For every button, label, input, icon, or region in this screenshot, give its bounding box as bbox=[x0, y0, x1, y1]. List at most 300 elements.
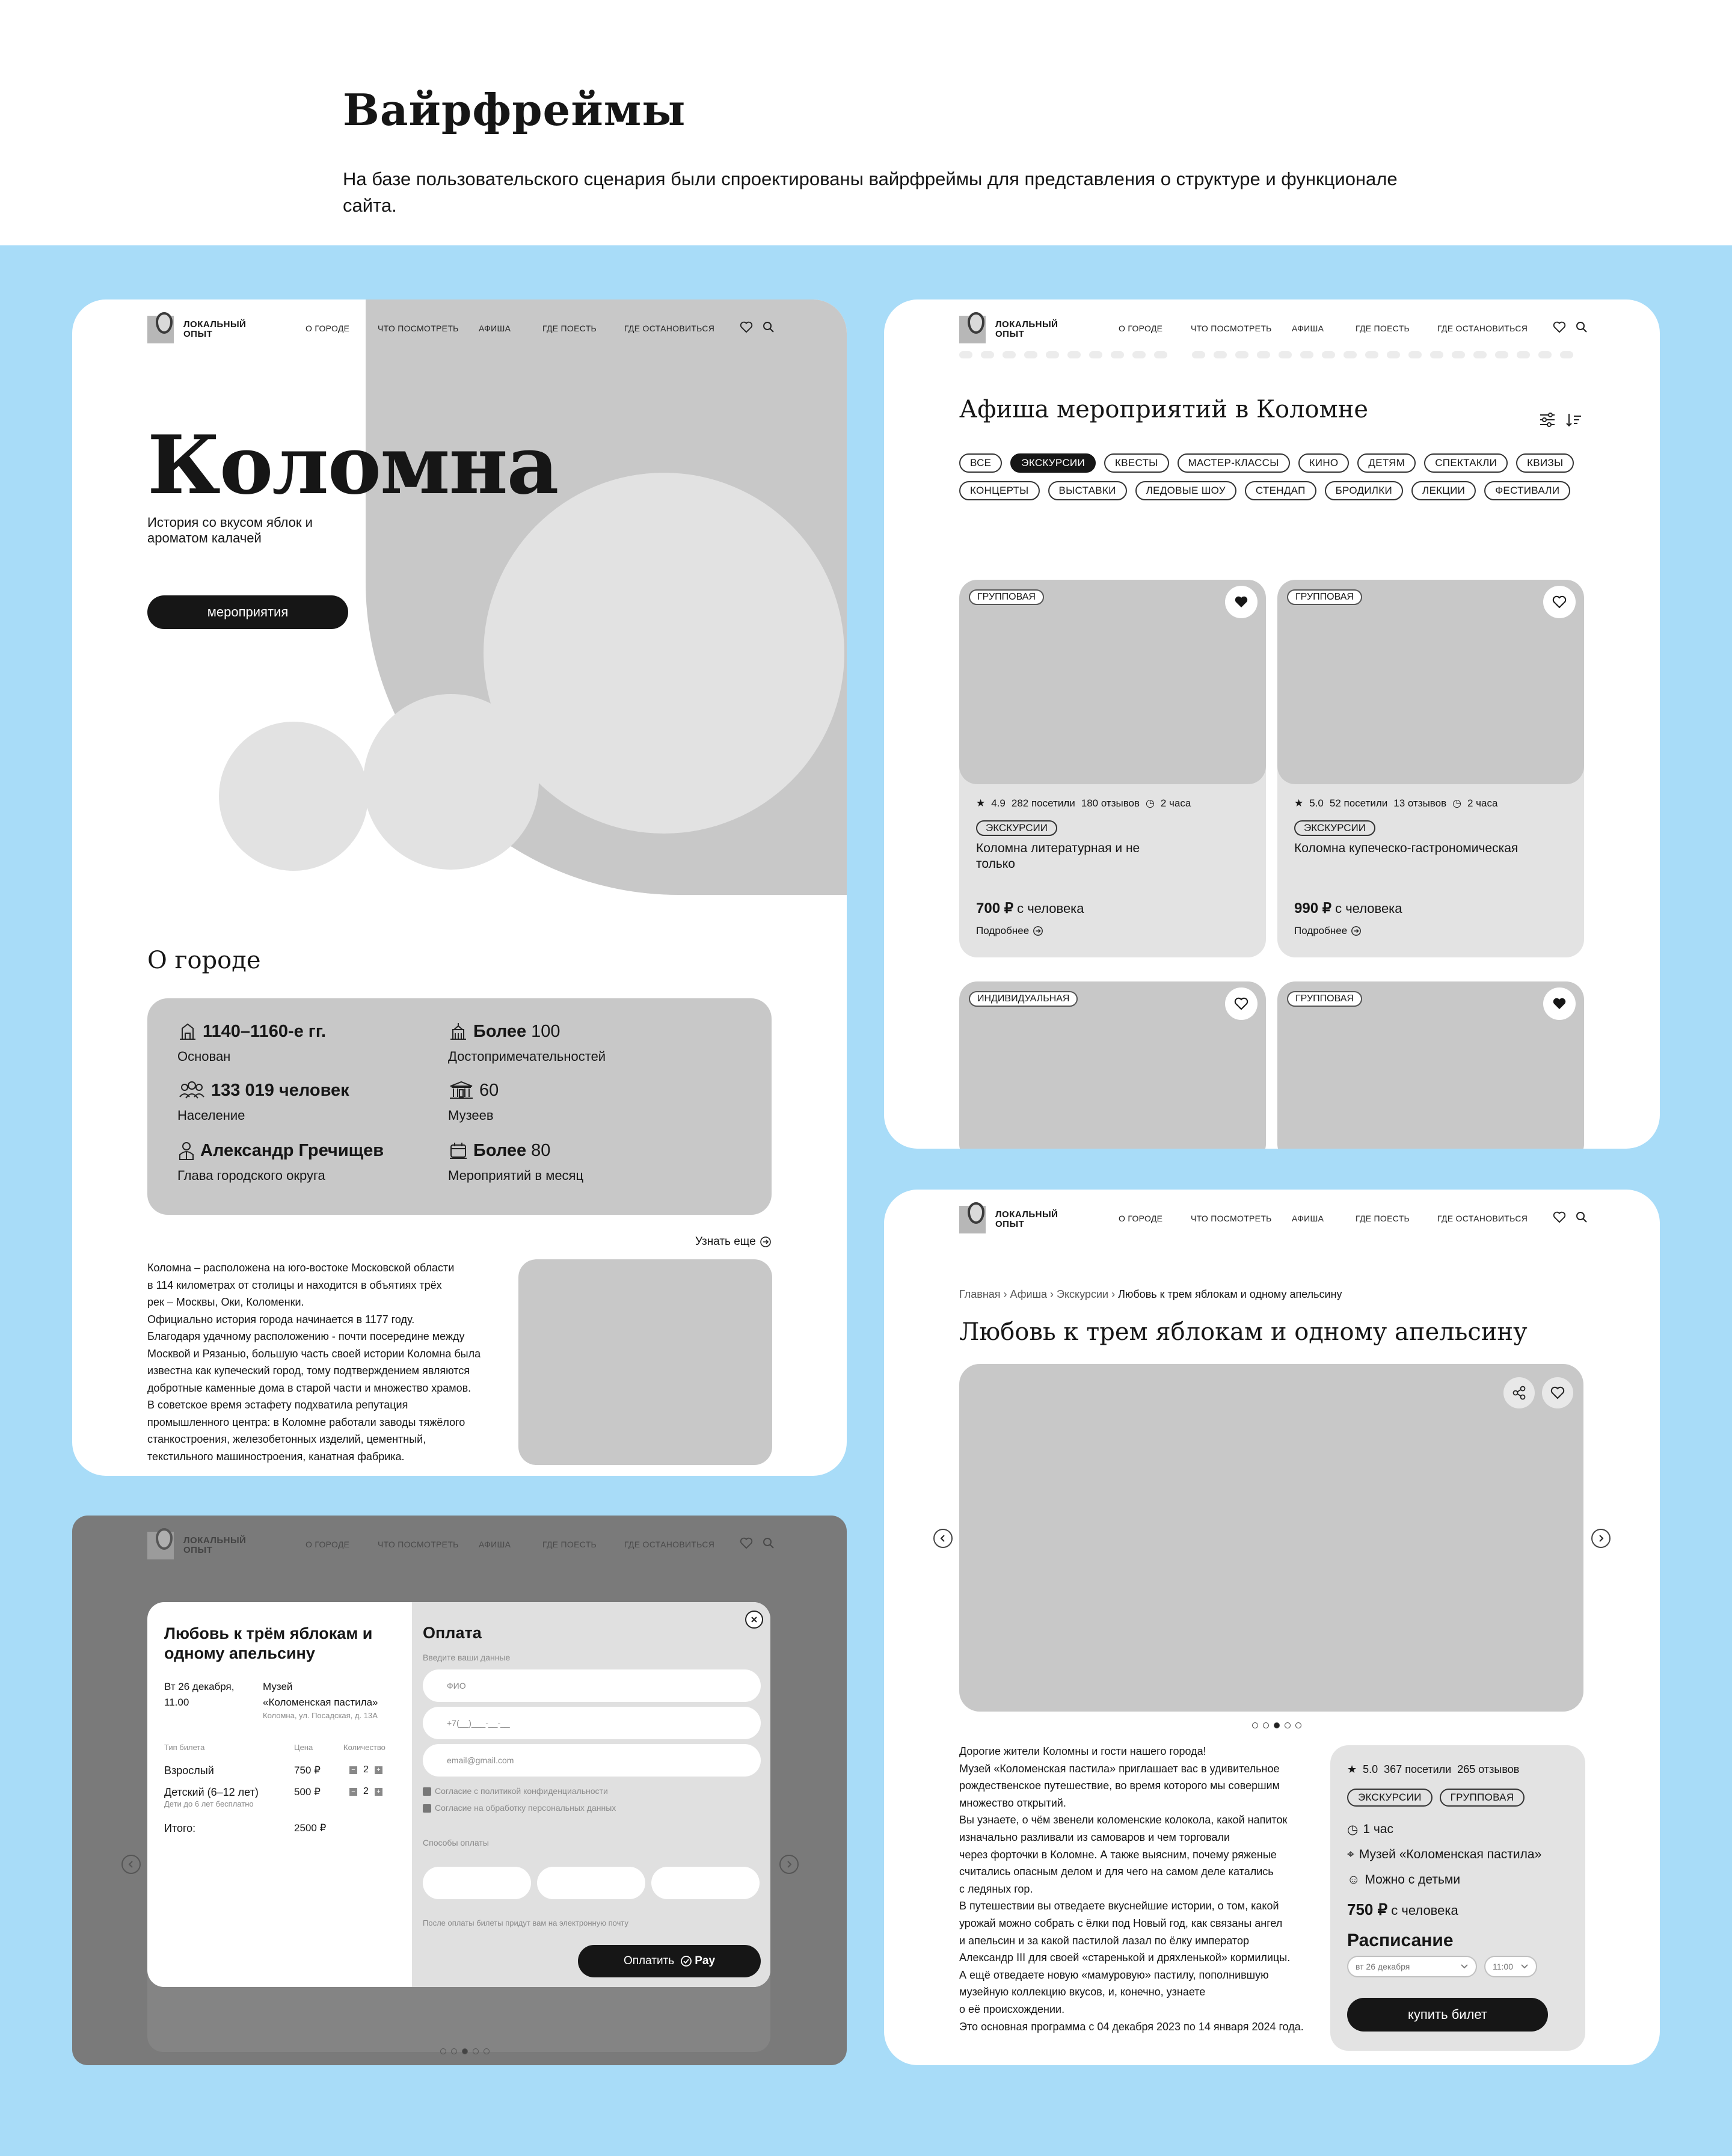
clock-icon: ◷ bbox=[1347, 1823, 1359, 1837]
logo-text: ОПЫТ bbox=[995, 329, 1025, 339]
stat-population bbox=[177, 1080, 349, 1123]
nav-item-about[interactable]: О ГОРОДЕ bbox=[1119, 1214, 1163, 1223]
chip-plays[interactable]: СПЕКТАКЛИ bbox=[1424, 453, 1508, 473]
filter-icon[interactable] bbox=[1538, 411, 1556, 428]
chevron-right-icon bbox=[1597, 1534, 1605, 1543]
text-line: Москвой и Рязанью, большую часть своей истории Коломна была bbox=[147, 1347, 481, 1360]
pagination-dot[interactable] bbox=[1295, 1722, 1301, 1728]
search-icon[interactable] bbox=[763, 321, 775, 333]
price-unit: с человека bbox=[1017, 901, 1084, 916]
chip-all[interactable]: ВСЕ bbox=[959, 453, 1002, 473]
logo-text: ОПЫТ bbox=[183, 1545, 213, 1555]
event-type-tag: ГРУППОВАЯ bbox=[1287, 589, 1362, 605]
text-line: Дорогие жители Коломны и гости нашего города! bbox=[959, 1745, 1206, 1757]
arrow-right-circle-icon bbox=[760, 1236, 772, 1248]
logo-text: ЛОКАЛЬНЫЙ bbox=[183, 1535, 247, 1546]
column-header: Количество bbox=[343, 1743, 385, 1752]
logo-text: ЛОКАЛЬНЫЙ bbox=[995, 1209, 1058, 1220]
stat-museums bbox=[448, 1080, 499, 1123]
pagination-dot[interactable] bbox=[1263, 1722, 1269, 1728]
event-price bbox=[1347, 1900, 1458, 1919]
ticket-type: Взрослый bbox=[164, 1764, 214, 1777]
text-line: Коломна – расположена на юго-востоке Московской области bbox=[147, 1262, 455, 1274]
gallery-pagination bbox=[1252, 1722, 1301, 1728]
nav-actions bbox=[1553, 321, 1588, 333]
stat-value: Более bbox=[473, 1021, 527, 1041]
nav-item-stay[interactable]: ГДЕ ОСТАНОВИТЬСЯ bbox=[624, 1540, 715, 1549]
more-link[interactable] bbox=[695, 1235, 772, 1248]
event-title: Любовь к трем яблокам и одному апельсину bbox=[959, 1318, 1528, 1346]
landmark-icon bbox=[448, 1021, 468, 1042]
chip-ice-shows[interactable]: ЛЕДОВЫЕ ШОУ bbox=[1135, 481, 1236, 500]
heart-outline-icon bbox=[1552, 595, 1567, 609]
star-icon: ★ bbox=[1294, 797, 1304, 809]
event-category-chip: ЭКСКУРСИИ bbox=[1294, 820, 1375, 836]
duration-value: 1 час bbox=[1363, 1822, 1393, 1836]
payment-method-option[interactable] bbox=[537, 1867, 645, 1899]
afisha-title: Афиша мероприятий в Коломне bbox=[959, 396, 1369, 423]
event-meta bbox=[976, 797, 1191, 809]
about-text bbox=[147, 1259, 532, 1465]
text-line: рек – Москвы, Оки, Коломенки. bbox=[147, 1296, 304, 1308]
afisha-page-wireframe bbox=[884, 299, 1660, 1149]
column-header: Цена bbox=[294, 1743, 313, 1752]
nav-actions bbox=[1553, 1211, 1588, 1223]
event-duration bbox=[1347, 1822, 1393, 1837]
chip-festivals[interactable]: ФЕСТИВАЛИ bbox=[1484, 481, 1570, 500]
gallery-prev-button[interactable] bbox=[933, 1529, 953, 1548]
payment-methods-label: Способы оплаты bbox=[423, 1838, 489, 1847]
text-line: урожай можно собрать с ёлки под Новый год, как связаны ангел bbox=[959, 1917, 1283, 1929]
event-tags bbox=[1347, 1789, 1525, 1807]
event-meta bbox=[1347, 1763, 1519, 1776]
building-icon bbox=[177, 1021, 198, 1042]
text-line: Александр III для своей «старенькой и дряхленькой» кормилицы. bbox=[959, 1952, 1291, 1964]
pin-icon bbox=[147, 1528, 182, 1563]
payment-note: После оплаты билеты придут вам на электронную почту bbox=[423, 1918, 628, 1927]
details-link[interactable] bbox=[976, 925, 1043, 937]
payment-modal bbox=[147, 1602, 770, 1987]
time-select[interactable] bbox=[1484, 1956, 1537, 1977]
pagination-dot[interactable] bbox=[451, 2048, 457, 2054]
event-page-wireframe bbox=[884, 1190, 1660, 2065]
text-line: промышленного центра: в Коломне работали заводы тяжёлого bbox=[147, 1416, 465, 1428]
text-line: с ледяных гор. bbox=[959, 1882, 1033, 1895]
logo-text: ОПЫТ bbox=[995, 1219, 1025, 1229]
event-duration: 2 часа bbox=[1160, 797, 1191, 809]
dropdown-hint bbox=[1192, 351, 1573, 358]
nav-item-afisha[interactable]: АФИША bbox=[479, 1540, 511, 1549]
event-type-tag: ИНДИВИДУАЛЬНАЯ bbox=[969, 991, 1078, 1007]
top-nav bbox=[884, 299, 1660, 360]
stat-label: Население bbox=[177, 1108, 245, 1123]
pagination-dot[interactable] bbox=[440, 2048, 446, 2054]
payment-method-option[interactable] bbox=[423, 1867, 531, 1899]
checkbox-checked-icon[interactable] bbox=[423, 1804, 431, 1813]
event-name: Коломна купеческо-гастрономическая bbox=[1294, 841, 1519, 855]
event-type-tag: ГРУППОВАЯ bbox=[969, 589, 1044, 605]
breadcrumb: Главная › Афиша › Экскурсии › Любовь к трем яблокам и одному апельсину bbox=[959, 1288, 1342, 1300]
museum-icon bbox=[448, 1080, 474, 1101]
payment-method-option[interactable] bbox=[651, 1867, 760, 1899]
heart-icon[interactable] bbox=[1553, 1211, 1566, 1223]
modal-event-title: Любовь к трём яблокам и одному апельсину bbox=[164, 1624, 373, 1662]
chevron-down-icon bbox=[1520, 1964, 1529, 1970]
text-line: изначально разливали из самоваров и чем торговали bbox=[959, 1831, 1230, 1843]
nav-item-stay[interactable]: ГДЕ ОСТАНОВИТЬСЯ bbox=[624, 324, 715, 333]
consent-label: Согласие на обработку персональных данных bbox=[435, 1803, 616, 1813]
event-visits: 52 посетили bbox=[1329, 797, 1388, 809]
text-line: текстильного машиностроения, канатная фабрика. bbox=[147, 1450, 405, 1463]
event-card[interactable] bbox=[1277, 580, 1584, 957]
price-unit: с человека bbox=[1391, 1903, 1458, 1918]
pin-icon bbox=[147, 312, 182, 347]
event-type-tag: ГРУППОВАЯ bbox=[1287, 991, 1362, 1007]
chip-exhibitions[interactable]: ВЫСТАВКИ bbox=[1048, 481, 1127, 500]
location-pin-icon: ⌖ bbox=[1347, 1847, 1354, 1861]
share-icon bbox=[1511, 1385, 1527, 1401]
event-gallery-placeholder bbox=[959, 1364, 1583, 1712]
dropdown-hint bbox=[959, 351, 1167, 358]
gallery-next-button[interactable] bbox=[779, 1855, 799, 1874]
payment-form bbox=[412, 1602, 770, 1987]
time-select-value: 11:00 bbox=[1493, 1962, 1513, 1971]
sort-icon[interactable] bbox=[1565, 411, 1583, 428]
details-link[interactable] bbox=[1294, 925, 1362, 937]
stat-value: Александр Гречищев bbox=[200, 1140, 384, 1160]
checkbox-checked-icon[interactable] bbox=[423, 1787, 431, 1796]
stat-value: Более bbox=[473, 1140, 527, 1160]
event-card[interactable] bbox=[1277, 981, 1584, 1149]
event-image-placeholder bbox=[959, 580, 1266, 784]
heart-filled-icon bbox=[1234, 595, 1248, 609]
event-location bbox=[1347, 1847, 1541, 1862]
stat-label: Мероприятий в месяц bbox=[448, 1168, 584, 1183]
calendar-icon bbox=[448, 1140, 468, 1161]
email-input[interactable]: email@gmail.com bbox=[423, 1744, 761, 1777]
city-stats bbox=[147, 998, 772, 1215]
chip-kids[interactable]: ДЕТЯМ bbox=[1357, 453, 1416, 473]
text-line: о её происхождении. bbox=[959, 2003, 1065, 2015]
event-rating: 5.0 bbox=[1309, 797, 1324, 809]
city-title: Коломна bbox=[147, 417, 558, 512]
pagination-dot[interactable] bbox=[484, 2048, 490, 2054]
text-line: музейную коллекцию вкусов, и, конечно, узнаете bbox=[959, 1986, 1206, 1998]
pay-button[interactable] bbox=[578, 1945, 761, 1977]
chip-standup[interactable]: СТЕНДАП bbox=[1245, 481, 1316, 500]
minus-button[interactable]: − bbox=[349, 1788, 357, 1796]
chip-quests[interactable]: КВЕСТЫ bbox=[1104, 453, 1169, 473]
nav-item-afisha[interactable]: АФИША bbox=[479, 324, 511, 333]
payment-modal-wireframe bbox=[72, 1516, 847, 2065]
category-chips-row1 bbox=[959, 453, 1574, 473]
chevron-left-icon bbox=[127, 1860, 135, 1869]
chip-concerts[interactable]: КОНЦЕРТЫ bbox=[959, 481, 1040, 500]
price-unit: с человека bbox=[1335, 901, 1402, 916]
text-line: через форточки в Коломне. А также выясним, почему ряженые bbox=[959, 1848, 1277, 1861]
people-icon bbox=[177, 1080, 206, 1101]
venue-name: «Коломенская пастила» bbox=[263, 1697, 378, 1708]
schedule-title: Расписание bbox=[1347, 1930, 1454, 1950]
date-value: Вт 26 декабря, bbox=[164, 1681, 235, 1692]
breadcrumb-current: Любовь к трем яблокам и одному апельсину bbox=[1118, 1288, 1342, 1300]
chevron-right-icon bbox=[785, 1860, 793, 1869]
stat-label: Достопримечательностей bbox=[448, 1049, 606, 1064]
price-value: 700 ₽ bbox=[976, 900, 1013, 917]
nav-item-sights[interactable]: ЧТО ПОСМОТРЕТЬ bbox=[1191, 324, 1272, 333]
text-line: Музей «Коломенская пастила» приглашает вас в удивительное bbox=[959, 1762, 1280, 1775]
site-logo[interactable] bbox=[959, 312, 1058, 348]
quantity-stepper bbox=[349, 1764, 382, 1775]
payment-title: Оплата bbox=[423, 1624, 482, 1642]
event-category-chip: ЭКСКУРСИИ bbox=[976, 820, 1057, 836]
stat-mayor bbox=[177, 1140, 384, 1184]
nav-actions bbox=[740, 1537, 775, 1549]
event-duration: 2 часа bbox=[1467, 797, 1498, 809]
chip-cinema[interactable]: КИНО bbox=[1298, 453, 1350, 473]
quantity-stepper bbox=[349, 1786, 382, 1797]
price-value: 990 ₽ bbox=[1294, 900, 1331, 917]
ticket-price: 500 ₽ bbox=[294, 1786, 321, 1798]
nav-item-food[interactable]: ГДЕ ПОЕСТЬ bbox=[542, 1540, 597, 1549]
category-chips-row2 bbox=[959, 481, 1570, 500]
pagination-dot[interactable] bbox=[1252, 1722, 1258, 1728]
event-reviews: 265 отзывов bbox=[1457, 1763, 1520, 1775]
form-hint: Введите ваши данные bbox=[423, 1653, 511, 1662]
chip-lectures[interactable]: ЛЕКЦИИ bbox=[1411, 481, 1476, 500]
heart-outline-icon bbox=[1550, 1386, 1565, 1399]
consent-label: Согласие с политикой конфиденциальности bbox=[435, 1786, 608, 1796]
chevron-left-icon bbox=[939, 1534, 947, 1543]
location-value: Музей «Коломенская пастила» bbox=[1359, 1847, 1542, 1861]
event-price bbox=[976, 900, 1084, 917]
modal-venue bbox=[263, 1679, 378, 1721]
pagination-dot[interactable] bbox=[473, 2048, 479, 2054]
event-description bbox=[959, 1743, 1320, 2035]
site-logo[interactable] bbox=[147, 312, 246, 348]
home-page-wireframe bbox=[72, 299, 847, 1476]
top-nav bbox=[72, 299, 847, 360]
chip-masterclasses[interactable]: МАСТЕР-КЛАССЫ bbox=[1178, 453, 1290, 473]
favorite-button[interactable] bbox=[1542, 1377, 1573, 1408]
nav-item-afisha[interactable]: АФИША bbox=[1292, 1214, 1324, 1223]
event-card[interactable] bbox=[959, 580, 1266, 957]
nav-item-about[interactable]: О ГОРОДЕ bbox=[1119, 324, 1163, 333]
breadcrumb-item[interactable]: Экскурсии bbox=[1057, 1288, 1109, 1300]
venue-address: Коломна, ул. Посадская, д. 13А bbox=[263, 1711, 378, 1720]
stat-number: 80 bbox=[531, 1140, 551, 1160]
chip-walks[interactable]: БРОДИЛКИ bbox=[1325, 481, 1403, 500]
stat-number: 60 bbox=[479, 1080, 499, 1100]
stat-number: 100 bbox=[531, 1021, 560, 1041]
heart-icon[interactable] bbox=[740, 321, 753, 333]
logo-text: ЛОКАЛЬНЫЙ bbox=[183, 319, 247, 330]
event-tag: ГРУППОВАЯ bbox=[1440, 1789, 1525, 1807]
text-line: В советское время эстафету подхватила репутация bbox=[147, 1399, 408, 1411]
clock-icon: ◷ bbox=[1452, 797, 1461, 809]
page-title: Вайрфреймы bbox=[343, 84, 686, 135]
hero-decor-circle bbox=[219, 722, 368, 871]
nav-item-about[interactable]: О ГОРОДЕ bbox=[306, 1540, 350, 1549]
event-kids bbox=[1347, 1873, 1460, 1887]
favorite-button[interactable] bbox=[1225, 987, 1258, 1020]
chip-quizzes[interactable]: КВИЗЫ bbox=[1516, 453, 1574, 473]
event-price bbox=[1294, 900, 1402, 917]
breadcrumb-item[interactable]: Афиша bbox=[1010, 1288, 1048, 1300]
details-label: Подробнее bbox=[1294, 925, 1348, 936]
nav-item-sights[interactable]: ЧТО ПОСМОТРЕТЬ bbox=[378, 324, 459, 333]
event-meta bbox=[1294, 797, 1497, 809]
kids-value: Можно с детьми bbox=[1365, 1873, 1461, 1887]
plus-button[interactable]: + bbox=[375, 1766, 382, 1774]
buy-ticket-button[interactable]: купить билет bbox=[1347, 1998, 1548, 2032]
favorite-button[interactable] bbox=[1543, 987, 1576, 1020]
minus-button[interactable]: − bbox=[349, 1766, 357, 1774]
search-icon[interactable] bbox=[1576, 321, 1588, 333]
stat-label: Музеев bbox=[448, 1108, 494, 1123]
total-value: 2500 ₽ bbox=[294, 1822, 327, 1834]
event-rating: 5.0 bbox=[1363, 1763, 1378, 1775]
event-image-placeholder bbox=[1277, 580, 1584, 784]
share-button[interactable] bbox=[1503, 1377, 1535, 1408]
event-rating: 4.9 bbox=[991, 797, 1006, 809]
arrow-right-circle-icon bbox=[1033, 926, 1043, 936]
event-info-panel bbox=[1330, 1745, 1585, 2051]
ticket-price: 750 ₽ bbox=[294, 1764, 321, 1776]
text-line: известна как купеческий город, тому подтверждением являются bbox=[147, 1365, 470, 1377]
text-line: В путешествии вы отведаете вкуснейшие истории, о том, какой bbox=[959, 1900, 1279, 1912]
gallery-pagination bbox=[440, 2048, 490, 2054]
text-line: считались опасным делом и для чего на самом деле катались bbox=[959, 1866, 1274, 1878]
quantity-value: 2 bbox=[363, 1786, 369, 1796]
stat-founded bbox=[177, 1021, 326, 1064]
chevron-down-icon bbox=[1460, 1964, 1469, 1970]
venue-label: Музей bbox=[263, 1681, 293, 1692]
price-value: 750 ₽ bbox=[1347, 1900, 1388, 1918]
heart-filled-icon bbox=[1552, 997, 1567, 1010]
favorite-button[interactable] bbox=[1225, 586, 1258, 618]
text-line: и апельсин и за какой пастилой лазал по ёлку император bbox=[959, 1934, 1249, 1947]
hero-decor-circle bbox=[363, 694, 539, 870]
heart-icon[interactable] bbox=[740, 1537, 753, 1549]
nav-actions bbox=[740, 321, 775, 333]
close-button[interactable] bbox=[745, 1611, 763, 1629]
nav-item-food[interactable]: ГДЕ ПОЕСТЬ bbox=[542, 324, 597, 333]
close-icon bbox=[751, 1616, 758, 1623]
chip-excursions[interactable]: ЭКСКУРСИИ bbox=[1010, 453, 1096, 473]
about-city-heading: О городе bbox=[147, 947, 261, 974]
consent-privacy[interactable] bbox=[423, 1786, 608, 1796]
text-line: станкостроения, железобетонных изделий, цементный, bbox=[147, 1433, 426, 1445]
site-logo[interactable] bbox=[147, 1528, 246, 1564]
pagination-dot[interactable] bbox=[1285, 1722, 1291, 1728]
smile-icon: ☺ bbox=[1347, 1873, 1360, 1887]
text-line: в 114 километрах от столицы и находится в объятиях трёх bbox=[147, 1279, 442, 1291]
favorite-button[interactable] bbox=[1543, 586, 1576, 618]
event-name: Коломна литературная и не только bbox=[976, 841, 1140, 871]
column-header: Тип билета bbox=[164, 1743, 205, 1752]
consent-data[interactable] bbox=[423, 1803, 616, 1813]
more-link-label: Узнать еще bbox=[695, 1235, 756, 1248]
text-line: Благодаря удачному расположению - почти посередине между bbox=[147, 1330, 465, 1342]
date-select[interactable] bbox=[1347, 1956, 1477, 1977]
search-icon[interactable] bbox=[1576, 1211, 1588, 1223]
stat-value: 1140–1160-е гг. bbox=[203, 1021, 327, 1041]
text-line: добротные каменные дома в старой части и множество храмов. bbox=[147, 1381, 471, 1394]
city-tagline: История со вкусом яблок и ароматом калачей bbox=[147, 515, 313, 545]
star-icon: ★ bbox=[976, 797, 986, 809]
stat-events bbox=[448, 1140, 583, 1184]
nav-item-stay[interactable]: ГДЕ ОСТАНОВИТЬСЯ bbox=[1437, 1214, 1528, 1223]
gallery-prev-button[interactable] bbox=[121, 1855, 141, 1874]
logo-text: ОПЫТ bbox=[183, 329, 213, 339]
total-label: Итого: bbox=[164, 1822, 196, 1834]
event-reviews: 180 отзывов bbox=[1081, 797, 1140, 809]
star-icon: ★ bbox=[1347, 1763, 1357, 1775]
heart-outline-icon bbox=[1234, 997, 1248, 1010]
stat-label: Основан bbox=[177, 1049, 231, 1064]
details-label: Подробнее bbox=[976, 925, 1030, 936]
phone-input[interactable]: +7(__)___-__-__ bbox=[423, 1707, 761, 1739]
search-icon[interactable] bbox=[763, 1537, 775, 1549]
pay-brand bbox=[680, 1955, 715, 1968]
event-visits: 282 посетили bbox=[1011, 797, 1075, 809]
text-line: Официально история города начинается в 1177 году. bbox=[147, 1313, 415, 1325]
pin-icon bbox=[959, 1202, 994, 1237]
text-line: А ещё отведаете новую «мамуровую» пастилу, пополнившую bbox=[959, 1968, 1269, 1981]
ticket-note: Дети до 6 лет бесплатно bbox=[164, 1799, 254, 1808]
modal-event-date bbox=[164, 1679, 235, 1710]
events-button[interactable]: мероприятия bbox=[147, 595, 348, 629]
nav-item-about[interactable]: О ГОРОДЕ bbox=[306, 324, 350, 333]
ticket-type: Детский (6–12 лет) bbox=[164, 1786, 259, 1798]
pay-button-label: Оплатить bbox=[623, 1955, 675, 1967]
text-line: Это основная программа с 04 декабря 2023 по 14 января 2024 года. bbox=[959, 2020, 1304, 2033]
fio-input[interactable]: ФИО bbox=[423, 1669, 761, 1702]
clock-icon: ◷ bbox=[1146, 797, 1155, 809]
event-reviews: 13 отзывов bbox=[1393, 797, 1447, 809]
event-visits: 367 посетили bbox=[1384, 1763, 1452, 1775]
event-card[interactable] bbox=[959, 981, 1266, 1149]
nav-item-food[interactable]: ГДЕ ПОЕСТЬ bbox=[1356, 324, 1410, 333]
city-image-placeholder bbox=[518, 1259, 772, 1465]
top-nav bbox=[72, 1516, 847, 1576]
intro-description: На базе пользовательского сценария были спроектированы вайрфреймы для представления о структуре и функционале сайта. bbox=[343, 168, 1398, 216]
nav-item-stay[interactable]: ГДЕ ОСТАНОВИТЬСЯ bbox=[1437, 324, 1528, 333]
plus-button[interactable]: + bbox=[375, 1788, 382, 1796]
nav-item-sights[interactable]: ЧТО ПОСМОТРЕТЬ bbox=[1191, 1214, 1272, 1223]
date-select-value: вт 26 декабря bbox=[1356, 1962, 1410, 1971]
pagination-dot-active[interactable] bbox=[1274, 1722, 1280, 1728]
nav-item-sights[interactable]: ЧТО ПОСМОТРЕТЬ bbox=[378, 1540, 459, 1549]
check-circle-icon bbox=[680, 1955, 692, 1967]
arrow-right-circle-icon bbox=[1351, 926, 1362, 936]
site-logo[interactable] bbox=[959, 1202, 1058, 1238]
stat-landmarks bbox=[448, 1021, 606, 1064]
breadcrumb-item[interactable]: Главная bbox=[959, 1288, 1001, 1300]
gallery-next-button[interactable] bbox=[1591, 1529, 1611, 1548]
nav-item-afisha[interactable]: АФИША bbox=[1292, 324, 1324, 333]
text-line: множество открытий. bbox=[959, 1796, 1066, 1809]
person-icon bbox=[177, 1140, 195, 1161]
text-line: рождественское путешествие, во время которого мы совершим bbox=[959, 1780, 1280, 1792]
intro-section bbox=[0, 0, 1732, 245]
event-tag: ЭКСКУРСИИ bbox=[1347, 1789, 1433, 1807]
pin-icon bbox=[959, 312, 994, 347]
heart-icon[interactable] bbox=[1553, 321, 1566, 333]
nav-item-food[interactable]: ГДЕ ПОЕСТЬ bbox=[1356, 1214, 1410, 1223]
pagination-dot-active[interactable] bbox=[462, 2048, 468, 2054]
